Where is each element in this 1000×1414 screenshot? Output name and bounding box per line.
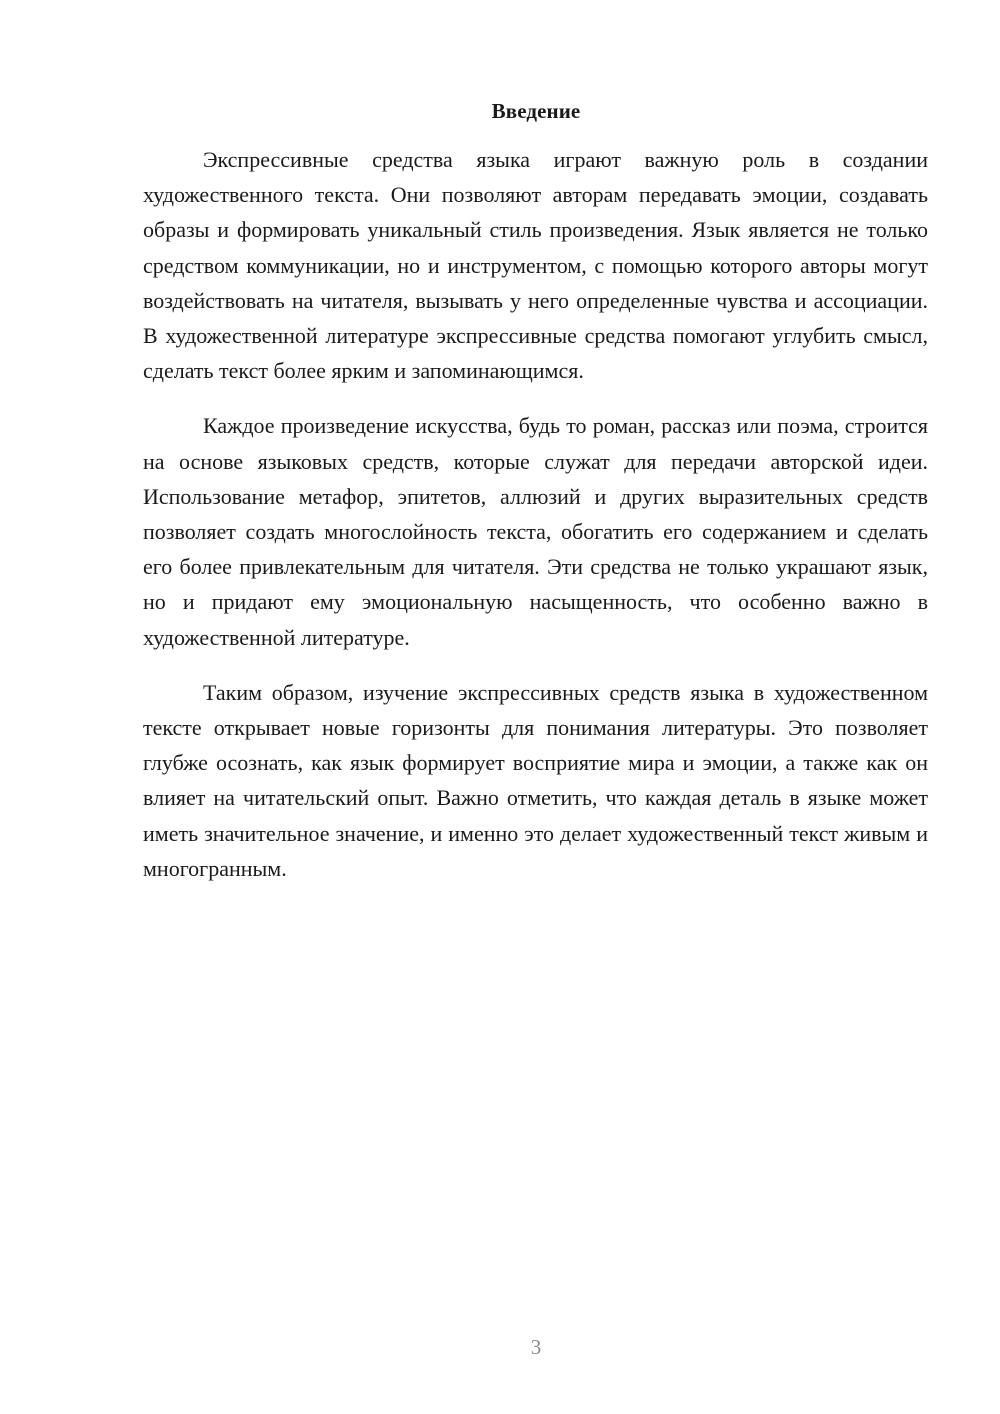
section-heading: Введение — [491, 99, 581, 123]
paragraph-1: Экспрессивные средства языка играют важную роль в создании художественного текста. Они позволяют авторам передавать эмоции, создавать образы и формировать уникальный стиль произведения. Язык является не только средством коммуникации, но и инструментом, с помощью которого авторы могут воздействовать на читателя, вызывать у него определенные чувства и ассоциации. В художественной литературе экспрессивные средства помогают углубить смысл, сделать текст более ярким и запоминающимся. — [143, 147, 928, 384]
paragraph-3: Таким образом, изучение экспрессивных средств языка в художественном тексте открывает новые горизонты для понимания литературы. Это позволяет глубже осознать, как язык формирует восприятие мира и эмоции, а также как он влияет на читательский опыт. Важно отметить, что каждая деталь в языке может иметь значительное значение, и именно это делает художественный текст живым и многогранным. — [143, 679, 928, 881]
page-number: 3 — [530, 1335, 542, 1359]
paragraph-2: Каждое произведение искусства, будь то роман, рассказ или поэма, строится на основе языковых средств, которые служат для передачи авторской идеи. Использование метафор, эпитетов, аллюзий и других выразительных средств позволяет создать многослойность текста, обогатить его содержанием и сделать его более привлекательным для читателя. Эти средства не только украшают язык, но и придают ему эмоциональную насыщенность, что особенно важно в художественной литературе. — [143, 413, 928, 650]
body-text — [143, 142, 928, 886]
